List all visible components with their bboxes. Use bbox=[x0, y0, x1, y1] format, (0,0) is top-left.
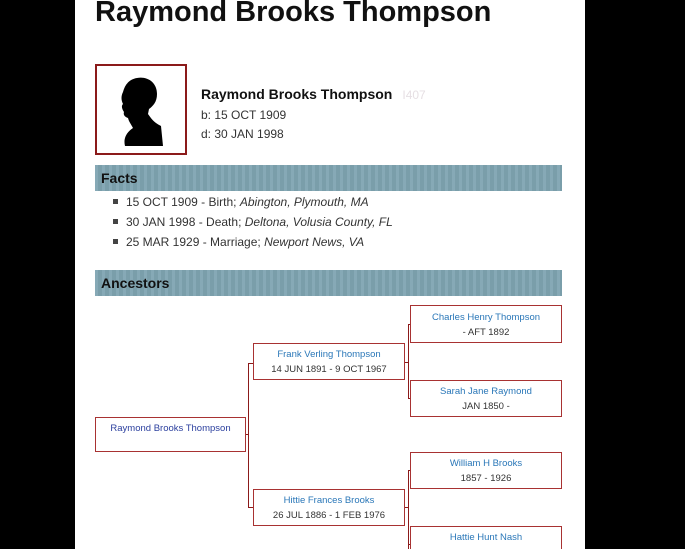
ancestor-dates: - AFT 1892 bbox=[462, 327, 510, 338]
person-name-text: Raymond Brooks Thompson bbox=[201, 86, 393, 102]
ancestor-dates: JAN 1850 - bbox=[462, 401, 510, 412]
ancestor-dates: 1857 - 1926 bbox=[460, 473, 512, 484]
ancestor-name-link[interactable]: Hattie Hunt Nash bbox=[449, 532, 523, 543]
ancestor-box-paternal-grandmother[interactable] bbox=[410, 380, 562, 417]
page-title: Raymond Brooks Thompson bbox=[95, 0, 492, 28]
death-date: d: 30 JAN 1998 bbox=[201, 127, 284, 141]
ancestor-name-link[interactable]: Hittie Frances Brooks bbox=[283, 495, 375, 506]
ancestors-header bbox=[95, 270, 562, 296]
ancestor-name-link[interactable]: William H Brooks bbox=[449, 458, 523, 469]
ancestor-name-link[interactable]: Frank Verling Thompson bbox=[277, 349, 381, 360]
connector-line bbox=[408, 470, 409, 549]
facts-header bbox=[95, 165, 562, 191]
ancestor-box-maternal-grandmother[interactable] bbox=[410, 526, 562, 549]
connector-line bbox=[248, 363, 249, 508]
person-name bbox=[201, 86, 426, 102]
ancestor-dates: 26 JUL 1886 - 1 FEB 1976 bbox=[272, 510, 386, 521]
fact-item bbox=[107, 233, 393, 253]
ancestor-dates: 14 JUN 1891 - 9 OCT 1967 bbox=[271, 364, 387, 375]
ancestors-heading: Ancestors bbox=[101, 275, 170, 291]
ancestor-box-father[interactable] bbox=[253, 343, 405, 380]
fact-place: Deltona, Volusia County, FL bbox=[244, 215, 393, 229]
person-id: I407 bbox=[402, 88, 426, 102]
fact-text: 15 OCT 1909 - Birth; bbox=[126, 195, 240, 209]
fact-text: 25 MAR 1929 - Marriage; bbox=[126, 235, 265, 249]
fact-item bbox=[107, 193, 393, 213]
facts-list bbox=[107, 193, 393, 253]
fact-item bbox=[107, 213, 393, 233]
fact-place: Newport News, VA bbox=[264, 235, 365, 249]
ancestor-name-link[interactable]: Charles Henry Thompson bbox=[431, 312, 541, 323]
ancestor-box-mother[interactable] bbox=[253, 489, 405, 526]
fact-text: 30 JAN 1998 - Death; bbox=[126, 215, 245, 229]
page-content bbox=[75, 0, 585, 549]
person-photo[interactable] bbox=[95, 64, 187, 155]
facts-heading: Facts bbox=[101, 170, 138, 186]
fact-place: Abington, Plymouth, MA bbox=[239, 195, 369, 209]
connector-line bbox=[408, 324, 409, 399]
silhouette-icon bbox=[119, 76, 165, 146]
ancestor-name-link[interactable]: Raymond Brooks Thompson bbox=[110, 423, 231, 434]
ancestor-name-link[interactable]: Sarah Jane Raymond bbox=[440, 386, 532, 397]
birth-date: b: 15 OCT 1909 bbox=[201, 108, 287, 122]
ancestor-box-paternal-grandfather[interactable] bbox=[410, 305, 562, 343]
ancestor-box-root[interactable] bbox=[95, 417, 246, 452]
ancestor-box-maternal-grandfather[interactable] bbox=[410, 452, 562, 489]
